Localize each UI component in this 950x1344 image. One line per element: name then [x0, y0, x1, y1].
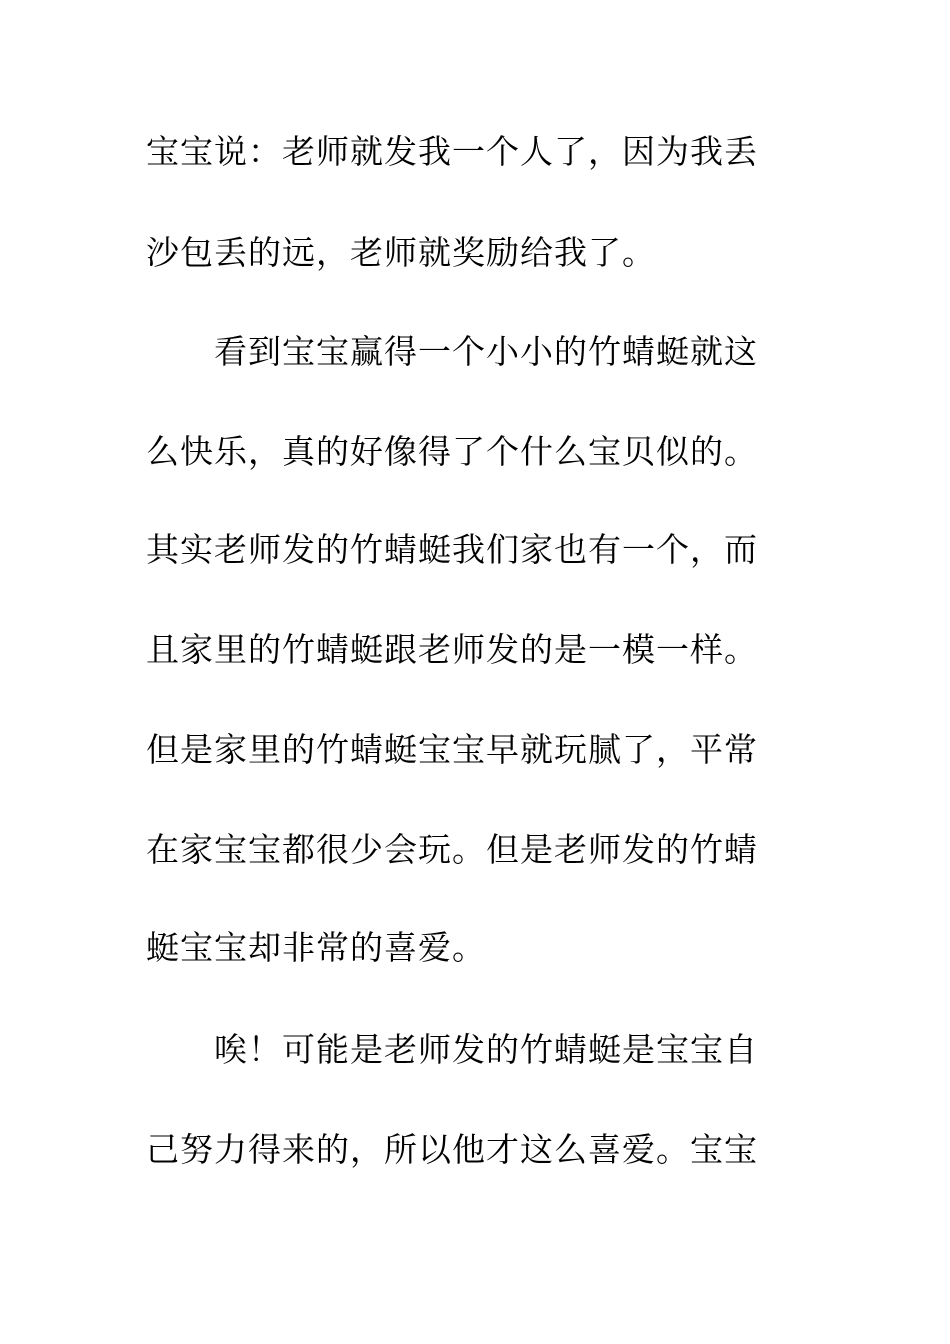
text-line: 在家宝宝都很少会玩。但是老师发的竹蜻 — [146, 830, 758, 869]
text-line: 己努力得来的，所以他才这么喜爱。宝宝 — [146, 1130, 758, 1169]
text-line: 且家里的竹蜻蜓跟老师发的是一模一样。 — [146, 630, 758, 669]
text-line: 蜓宝宝却非常的喜爱。 — [146, 928, 486, 967]
text-line: 么快乐，真的好像得了个什么宝贝似的。 — [146, 432, 758, 471]
text-line: 但是家里的竹蜻蜓宝宝早就玩腻了，平常 — [146, 730, 758, 769]
paragraph-first-line: 看到宝宝赢得一个小小的竹蜻蜓就这 — [214, 332, 758, 371]
text-line: 沙包丢的远，老师就奖励给我了。 — [146, 233, 656, 272]
text-line: 其实老师发的竹蜻蜓我们家也有一个，而 — [146, 530, 758, 569]
paragraph-first-line: 唉！可能是老师发的竹蜻蜓是宝宝自 — [214, 1030, 758, 1069]
text-line: 宝宝说：老师就发我一个人了，因为我丢 — [146, 132, 758, 171]
